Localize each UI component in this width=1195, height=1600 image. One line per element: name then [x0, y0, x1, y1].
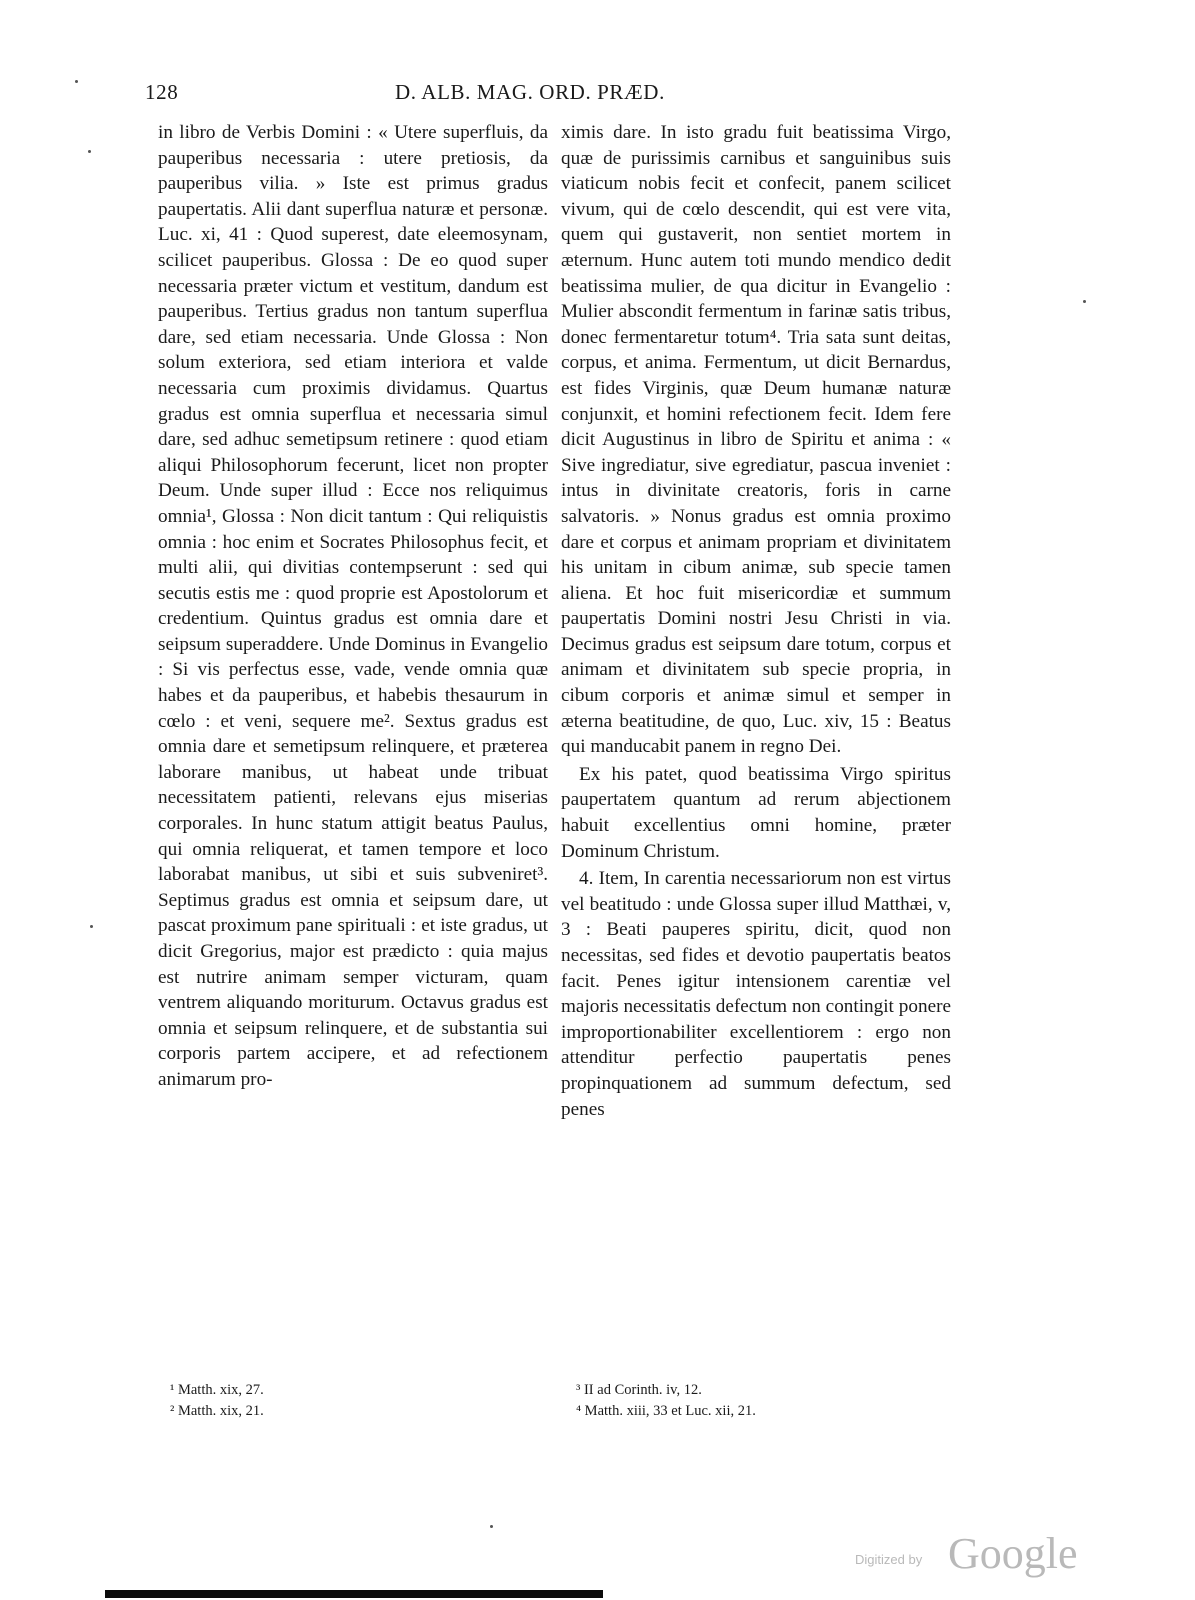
footnote-3: ³ II ad Corinth. iv, 12.: [576, 1382, 702, 1398]
footnote-1: ¹ Matth. xix, 27.: [170, 1382, 264, 1398]
left-column: [158, 120, 548, 1093]
scan-speck: [1083, 300, 1086, 303]
footnotes-right: [576, 1380, 756, 1422]
scan-edge-bar: [105, 1590, 603, 1598]
right-paragraph-2: Ex his patet, quod beatissima Virgo spiritus paupertatem quantum ad rerum abjectionem habuit excellentius omni homine, præter Dominum Christum.: [561, 763, 951, 862]
page-number: 128: [145, 80, 179, 104]
left-paragraph-1: in libro de Verbis Domini : « Utere superfluis, da pauperibus necessaria : utere pretiosis, da pauperibus vilia. » Iste est primus gradus paupertatis. Alii dant superflua naturæ et personæ. Luc. xi, 41 : Quod superest, date eleemosynam, scilicet pauperibus. Glossa : De eo quod super necessaria præter victum et vestitum, dandum est pauperibus. Tertius gradus non tantum superflua dare, sed etiam necessaria. Unde Glossa : Non solum exteriora, sed etiam interiora et valde necessaria cum proximis dividamus. Quartus gradus est omnia superflua et necessaria simul dare, sed adhuc semetipsum retinere : quod etiam aliqui Philosophorum fecerunt, licet non propter Deum. Unde super illud : Ecce nos reliquimus omnia¹, Glossa : Non dicit tantum : Qui reliquistis omnia : hoc enim et Socrates Philosophus fecit, et multi alii, qui divitias contempserunt : sed qui secutis estis me : quod proprie est Apostolorum et credentium. Quintus gradus est omnia dare et seipsum superaddere. Unde Dominus in Evangelio : Si vis perfectus esse, vade, vende omnia quæ habes et da pauperibus, et habebis thesaurum in cœlo : et veni, sequere me². Sextus gradus est omnia dare et semetipsum relinquere, et præterea laborare manibus, ut habeat unde tribuat necessitatem patienti, relevans ejus miserias corporales. In hunc statum attigit beatus Paulus, qui omnia reliquerat, et tamen tempore et loco laborabat manibus, ut sibi et suis subveniret³. Septimus gradus est omnia et seipsum dare, ut pascat proximum pane spirituali : et iste gradus, ut dicit Gregorius, major est prædicto : quia majus est nutrire animam semper victuram, quam ventrem aliquando moriturum. Octavus gradus est omnia et seipsum relinquere, et de substantia sui corporis partem accipere, et ad refectionem animarum pro-: [158, 122, 548, 1090]
right-paragraph-3: 4. Item, In carentia necessariorum non est virtus vel beatitudo : unde Glossa super illud Matthæi, v, 3 : Beati pauperes spiritu, dicit, quod non necessitas, sed fides et devotio paupertatis beatos facit. Penes igitur intensionem carentiæ vel majoris necessitatis defectum non contingit ponere improportionabiliter excellentiorem : ergo non attenditur perfectio paupertatis penes propinquationem ad summum defectum, sed penes: [561, 868, 951, 1120]
right-paragraph-1: ximis dare. In isto gradu fuit beatissima Virgo, quæ de purissimis carnibus et sanguinibus suis viaticum nobis fecit et confecit, panem scilicet vivum, qui de cœlo descendit, qui est vere vita, quem qui gustaverit, non sentiet mortem in æternum. Hunc autem toti mundo mendico dedit beatissima mulier, de qua dicitur in Evangelio : Mulier abscondit fermentum in farinæ satis tribus, donec fermentaretur totum⁴. Tria sata sunt deitas, corpus, et anima. Fermentum, ut dicit Bernardus, est fides Virginis, quæ Deum humanæ naturæ conjunxit, et homini refectionem fecit. Idem fere dicit Augustinus in libro de Spiritu et anima : « Sive ingrediatur, sive egrediatur, pascua inveniet : intus in divinitate creatoris, foris in carne salvatoris. » Nonus gradus est omnia proximo dare et corpus et animam propriam et divinitatem his unitam in cibum animæ, sub specie tamen aliena. Et hoc fuit misericordiæ et summum paupertatis Domini nostri Jesu Christi in via. Decimus gradus est seipsum dare totum, corpus et animam et divinitatem sub specie propria, in cibum corporis et animæ simul et semper in æterna beatitudine, de quo, Luc. xiv, 15 : Beatus qui manducabit panem in regno Dei.: [561, 122, 951, 758]
footnote-2: ² Matth. xix, 21.: [170, 1403, 264, 1419]
footnotes-left: [170, 1380, 264, 1422]
scan-speck: [490, 1525, 493, 1528]
scan-speck: [90, 925, 93, 928]
scan-speck: [88, 150, 91, 153]
right-column: [561, 120, 951, 1122]
scan-speck: [75, 80, 78, 83]
page-header: [145, 80, 945, 114]
watermark-digitized-by: Digitized by: [855, 1552, 923, 1567]
footnote-4: ⁴ Matth. xiii, 33 et Luc. xii, 21.: [576, 1403, 756, 1419]
watermark-google-logo: Google: [948, 1529, 1078, 1578]
running-title: D. ALB. MAG. ORD. PRÆD.: [395, 80, 665, 104]
